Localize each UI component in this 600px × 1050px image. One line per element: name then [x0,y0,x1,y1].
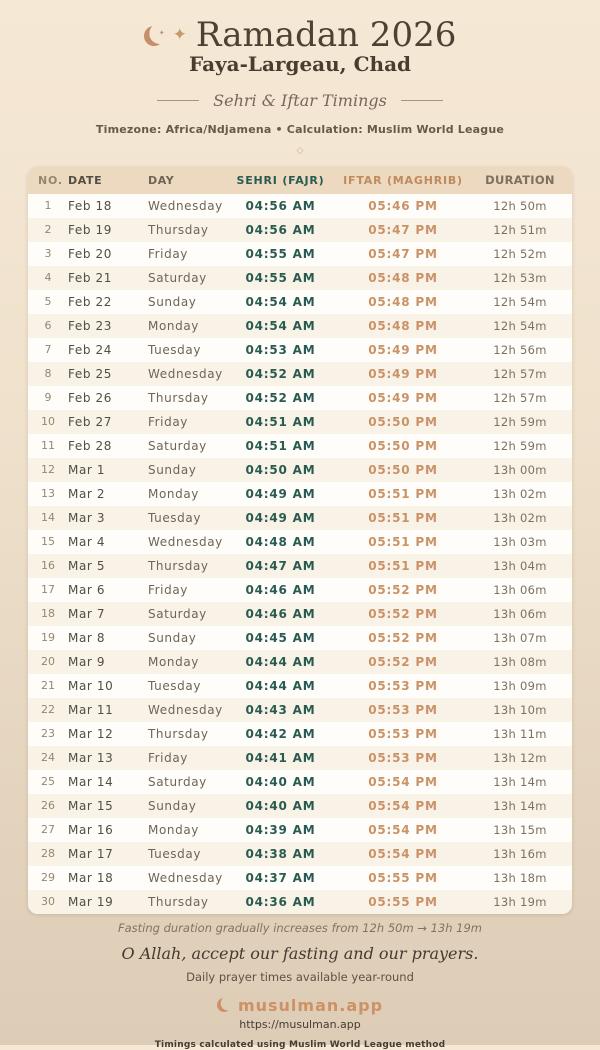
brand-row [0,996,600,1015]
table-row [28,794,572,818]
cell-no: 22 [41,703,55,717]
cell-date: Feb 24 [68,342,112,357]
table-row [28,314,572,338]
cell-duration: 12h 52m [493,246,547,261]
cell-day: Thursday [148,222,209,237]
cell-duration: 13h 10m [493,702,547,717]
cell-iftar-time: 05:51 PM [368,486,438,501]
cell-duration: 13h 06m [493,582,547,597]
cell-no: 19 [41,631,55,645]
cell-duration: 13h 15m [493,822,547,837]
cell-no: 8 [44,367,52,381]
crescent-moon-icon [144,26,164,46]
table-header-row [28,167,572,194]
column-header-no: NO. [28,167,68,194]
brand-crescent-icon [217,998,231,1012]
cell-date: Mar 12 [68,726,114,741]
cell-day: Thursday [148,894,209,909]
page-title: Ramadan 2026 [195,15,457,55]
cell-no: 15 [41,535,55,549]
cell-duration: 12h 53m [493,270,547,285]
table-row [28,338,572,362]
cell-day: Saturday [148,270,207,285]
cell-duration: 13h 14m [493,774,547,789]
cell-date: Mar 3 [68,510,106,525]
cell-iftar-time: 05:53 PM [368,702,438,717]
cell-duration: 12h 57m [493,366,547,381]
cell-duration: 13h 16m [493,846,547,861]
cell-duration: 13h 02m [493,486,547,501]
cell-day: Wednesday [148,366,223,381]
cell-iftar-time: 05:46 PM [368,198,438,213]
cell-day: Tuesday [148,510,202,525]
cell-day: Sunday [148,630,197,645]
cell-iftar-time: 05:51 PM [368,534,438,549]
cell-date: Feb 18 [68,198,112,213]
column-header-duration: DURATION [468,167,572,194]
cell-iftar-time: 05:50 PM [368,462,438,477]
cell-sehri-time: 04:53 AM [245,342,316,357]
table-row [28,674,572,698]
cell-no: 28 [41,847,55,861]
cell-iftar-time: 05:49 PM [368,342,438,357]
cell-no: 23 [41,727,55,741]
cell-sehri-time: 04:40 AM [245,774,316,789]
cell-sehri-time: 04:46 AM [245,606,316,621]
cell-no: 17 [41,583,55,597]
cell-no: 5 [44,295,52,309]
page-header [0,0,600,156]
cell-day: Sunday [148,798,197,813]
cell-date: Mar 16 [68,822,114,837]
cell-sehri-time: 04:55 AM [245,246,316,261]
cell-iftar-time: 05:51 PM [368,558,438,573]
divider-line-left [157,100,199,101]
cell-sehri-time: 04:54 AM [245,318,316,333]
cell-day: Tuesday [148,846,202,861]
cell-no: 24 [41,751,55,765]
column-header-day: DAY [148,167,223,194]
calculation-method-note: Timings calculated using Muslim World League method [154,1039,446,1050]
table-row [28,626,572,650]
table-row [28,266,572,290]
cell-sehri-time: 04:54 AM [245,294,316,309]
cell-sehri-time: 04:42 AM [245,726,316,741]
cell-duration: 12h 57m [493,390,547,405]
cell-duration: 12h 54m [493,294,547,309]
cell-duration: 13h 14m [493,798,547,813]
cell-no: 26 [41,799,55,813]
cell-iftar-time: 05:55 PM [368,870,438,885]
table-row [28,602,572,626]
cell-no: 12 [41,463,55,477]
cell-iftar-time: 05:51 PM [368,510,438,525]
cell-duration: 12h 50m [493,198,547,213]
cell-sehri-time: 04:43 AM [245,702,316,717]
cell-iftar-time: 05:48 PM [368,318,438,333]
cell-no: 18 [41,607,55,621]
cell-iftar-time: 05:52 PM [368,654,438,669]
cell-date: Mar 10 [68,678,114,693]
cell-sehri-time: 04:36 AM [245,894,316,909]
cell-duration: 13h 09m [493,678,547,693]
cell-date: Feb 22 [68,294,112,309]
cell-day: Wednesday [148,870,223,885]
title-line [0,15,600,55]
cell-sehri-time: 04:41 AM [245,750,316,765]
star-icon: ✦ [158,28,165,37]
table-body [28,194,572,914]
cell-sehri-time: 04:49 AM [245,510,316,525]
cell-sehri-time: 04:46 AM [245,582,316,597]
sparkle-icon: ✦ [172,25,187,46]
cell-day: Saturday [148,438,207,453]
cell-date: Feb 25 [68,366,112,381]
cell-duration: 13h 12m [493,750,547,765]
cell-date: Mar 13 [68,750,114,765]
cell-day: Monday [148,318,199,333]
table-row [28,194,572,218]
cell-day: Monday [148,486,199,501]
cell-duration: 12h 54m [493,318,547,333]
cell-day: Monday [148,654,199,669]
divider-line-right [401,100,443,101]
cell-iftar-time: 05:49 PM [368,366,438,381]
table-row [28,746,572,770]
cell-day: Tuesday [148,342,202,357]
table-row [28,770,572,794]
table-row [28,362,572,386]
cell-sehri-time: 04:39 AM [245,822,316,837]
cell-date: Mar 6 [68,582,106,597]
cell-sehri-time: 04:50 AM [245,462,316,477]
cell-iftar-time: 05:50 PM [368,414,438,429]
cell-date: Mar 17 [68,846,114,861]
cell-duration: 12h 59m [493,414,547,429]
cell-sehri-time: 04:52 AM [245,366,316,381]
cell-date: Mar 19 [68,894,114,909]
timezone-calculation-meta: Timezone: Africa/Ndjamena • Calculation: Muslim World League [95,122,505,136]
table-row [28,506,572,530]
column-header-sehri: SEHRI (FAJR) [223,167,338,194]
cell-sehri-time: 04:51 AM [245,438,316,453]
cell-sehri-time: 04:52 AM [245,390,316,405]
cell-date: Mar 2 [68,486,106,501]
dua-text: O Allah, accept our fasting and our prayers. [121,943,479,963]
table-row [28,410,572,434]
cell-date: Mar 11 [68,702,114,717]
fasting-duration-note: Fasting duration gradually increases from 12h 50m → 13h 19m [117,920,483,935]
cell-day: Thursday [148,558,209,573]
cell-iftar-time: 05:49 PM [368,390,438,405]
cell-no: 6 [44,319,52,333]
cell-sehri-time: 04:51 AM [245,414,316,429]
table-row [28,650,572,674]
cell-duration: 12h 51m [493,222,547,237]
cell-no: 1 [44,199,52,213]
timings-table [28,167,572,914]
cell-no: 30 [41,895,55,909]
table-row [28,722,572,746]
cell-day: Friday [148,582,188,597]
cell-duration: 13h 03m [493,534,547,549]
page-footer [0,921,600,1050]
cell-day: Tuesday [148,678,202,693]
cell-day: Wednesday [148,534,223,549]
subtitle: Sehri & Iftar Timings [213,90,387,110]
cell-iftar-time: 05:52 PM [368,606,438,621]
cell-duration: 13h 02m [493,510,547,525]
location-title: Faya-Largeau, Chad [188,51,412,76]
table-row [28,458,572,482]
cell-duration: 13h 06m [493,606,547,621]
cell-iftar-time: 05:54 PM [368,798,438,813]
cell-date: Feb 21 [68,270,112,285]
cell-sehri-time: 04:49 AM [245,486,316,501]
cell-iftar-time: 05:52 PM [368,630,438,645]
cell-date: Mar 14 [68,774,114,789]
cell-sehri-time: 04:48 AM [245,534,316,549]
cell-day: Wednesday [148,702,223,717]
cell-sehri-time: 04:45 AM [245,630,316,645]
cell-no: 27 [41,823,55,837]
cell-iftar-time: 05:53 PM [368,726,438,741]
cell-duration: 13h 19m [493,894,547,909]
cell-date: Mar 1 [68,462,106,477]
subtitle-divider [0,91,600,110]
cell-sehri-time: 04:56 AM [245,222,316,237]
table-row [28,578,572,602]
brand-url: https://musulman.app [239,1017,361,1031]
cell-day: Wednesday [148,198,223,213]
cell-no: 7 [44,343,52,357]
cell-duration: 12h 59m [493,438,547,453]
table-row [28,554,572,578]
cell-iftar-time: 05:53 PM [368,678,438,693]
cell-no: 21 [41,679,55,693]
cell-day: Sunday [148,462,197,477]
cell-date: Feb 27 [68,414,112,429]
cell-duration: 13h 00m [493,462,547,477]
cell-no: 3 [44,247,52,261]
cell-day: Saturday [148,774,207,789]
cell-duration: 13h 18m [493,870,547,885]
cell-no: 9 [44,391,52,405]
cell-duration: 12h 56m [493,342,547,357]
cell-date: Feb 28 [68,438,112,453]
cell-date: Mar 4 [68,534,106,549]
cell-date: Feb 19 [68,222,112,237]
cell-iftar-time: 05:50 PM [368,438,438,453]
cell-duration: 13h 07m [493,630,547,645]
cell-no: 14 [41,511,55,525]
cell-iftar-time: 05:47 PM [368,222,438,237]
cell-day: Monday [148,822,199,837]
cell-no: 11 [41,439,55,453]
table-row [28,218,572,242]
table-row [28,842,572,866]
cell-date: Feb 20 [68,246,112,261]
cell-duration: 13h 08m [493,654,547,669]
cell-date: Mar 15 [68,798,114,813]
cell-no: 2 [44,223,52,237]
table-row [28,434,572,458]
cell-date: Feb 23 [68,318,112,333]
table-row [28,890,572,914]
table-row [28,290,572,314]
cell-date: Mar 5 [68,558,106,573]
cell-sehri-time: 04:44 AM [245,654,316,669]
table-row [28,698,572,722]
cell-iftar-time: 05:54 PM [368,846,438,861]
cell-date: Feb 26 [68,390,112,405]
column-header-date: DATE [68,167,148,194]
timings-table-card [28,167,572,914]
cell-iftar-time: 05:47 PM [368,246,438,261]
cell-day: Friday [148,414,188,429]
table-row [28,386,572,410]
cell-no: 20 [41,655,55,669]
cell-iftar-time: 05:48 PM [368,294,438,309]
cell-no: 25 [41,775,55,789]
table-row [28,482,572,506]
cell-sehri-time: 04:55 AM [245,270,316,285]
cell-iftar-time: 05:55 PM [368,894,438,909]
cell-sehri-time: 04:44 AM [245,678,316,693]
diamond-ornament-icon: ◇ [296,145,304,156]
cell-day: Sunday [148,294,197,309]
cell-no: 4 [44,271,52,285]
cell-day: Saturday [148,606,207,621]
cell-iftar-time: 05:54 PM [368,822,438,837]
cell-day: Thursday [148,726,209,741]
cell-no: 29 [41,871,55,885]
brand-name: musulman.app [237,995,384,1015]
cell-date: Mar 8 [68,630,106,645]
table-row [28,242,572,266]
table-row [28,530,572,554]
cell-duration: 13h 04m [493,558,547,573]
table-row [28,866,572,890]
cell-day: Friday [148,246,188,261]
cell-date: Mar 7 [68,606,106,621]
cell-sehri-time: 04:56 AM [245,198,316,213]
cell-no: 16 [41,559,55,573]
cell-date: Mar 9 [68,654,106,669]
cell-date: Mar 18 [68,870,114,885]
cell-day: Thursday [148,390,209,405]
cell-day: Friday [148,750,188,765]
cell-no: 13 [41,487,55,501]
cell-no: 10 [41,415,55,429]
cell-sehri-time: 04:37 AM [245,870,316,885]
cell-sehri-time: 04:38 AM [245,846,316,861]
table-row [28,818,572,842]
cell-iftar-time: 05:54 PM [368,774,438,789]
cell-iftar-time: 05:52 PM [368,582,438,597]
cell-duration: 13h 11m [493,726,547,741]
column-header-iftar: IFTAR (MAGHRIB) [338,167,468,194]
cell-sehri-time: 04:40 AM [245,798,316,813]
cell-iftar-time: 05:53 PM [368,750,438,765]
cell-iftar-time: 05:48 PM [368,270,438,285]
availability-note: Daily prayer times available year-round [186,969,414,984]
cell-sehri-time: 04:47 AM [245,558,316,573]
